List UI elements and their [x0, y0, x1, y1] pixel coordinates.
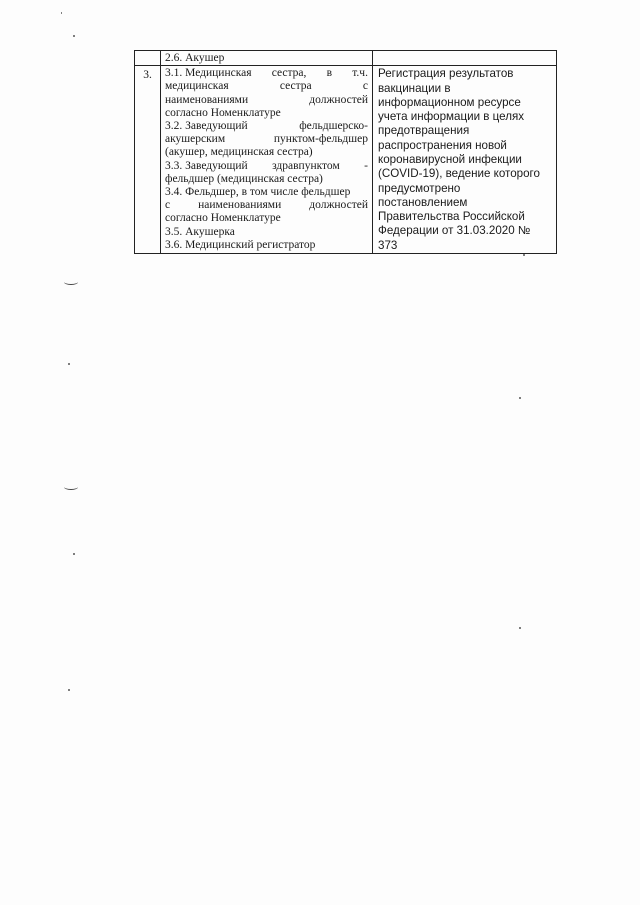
- position-cell: [161, 51, 373, 66]
- position-line: фельдшер (медицинская сестра): [165, 172, 323, 185]
- scan-mark: [64, 484, 78, 490]
- scan-mark: [64, 279, 78, 285]
- table-row: [135, 66, 557, 254]
- position-line: [165, 133, 368, 146]
- activity-line: постановлением: [378, 195, 468, 209]
- position-word: акушерским: [165, 133, 226, 146]
- positions-table: [134, 50, 557, 254]
- position-cell: [161, 66, 373, 254]
- position-line: [165, 67, 368, 80]
- activity-line: коронавирусной инфекции: [378, 152, 522, 166]
- position-word: наименованиями: [165, 93, 249, 106]
- activity-line: предусмотрено: [378, 181, 461, 195]
- position-word: фельдшерско-: [299, 120, 368, 133]
- position-line: 3.4. Фельдшер, в том числе фельдшер: [165, 186, 351, 199]
- table-row: [135, 51, 557, 66]
- activity-line: предотвращения: [378, 124, 470, 138]
- position-word: сестра,: [271, 67, 307, 80]
- position-word: в: [326, 67, 333, 80]
- position-word: 3.2. Заведующий: [165, 120, 248, 133]
- activity-line: распространения новой: [378, 138, 507, 152]
- position-line: 3.5. Акушерка: [165, 225, 235, 238]
- position-line: (акушер, медицинская сестра): [165, 146, 313, 159]
- position-word: должностей: [309, 199, 368, 212]
- scan-speck: [73, 553, 75, 555]
- position-word: медицинская: [165, 80, 229, 93]
- position-word: с: [165, 199, 171, 212]
- position-line: согласно Номенклатуре: [165, 212, 281, 225]
- scan-speck: [73, 35, 75, 37]
- activity-line: Федерации от 31.03.2020 №: [378, 224, 531, 238]
- position-word: наименованиями: [198, 199, 282, 212]
- position-word: -: [364, 159, 368, 172]
- position-word: должностей: [309, 93, 368, 106]
- position-line: [165, 94, 368, 107]
- position-word: сестра: [279, 80, 312, 93]
- position-word: 3.1. Медицинская: [165, 67, 252, 80]
- scan-speck: [68, 363, 70, 365]
- activity-line: 373: [378, 238, 398, 252]
- position-line: согласно Номенклатуре: [165, 106, 281, 119]
- scan-speck: [61, 12, 62, 14]
- position-line: [165, 120, 368, 133]
- scan-speck: [519, 397, 521, 399]
- position-word: т.ч.: [352, 67, 368, 80]
- scan-speck: [68, 689, 70, 691]
- activity-line: Правительства Российской: [378, 210, 525, 224]
- position-word: здравпунктом: [272, 159, 340, 172]
- position-word: с: [362, 80, 368, 93]
- position-line: 3.6. Медицинский регистратор: [165, 238, 316, 251]
- position-line: [165, 199, 368, 212]
- activity-line: (COVID-19), ведение которого: [378, 167, 540, 181]
- activity-cell: [373, 51, 557, 66]
- position-line: 2.6. Акушер: [165, 52, 225, 64]
- activity-line: Регистрация результатов: [378, 67, 514, 81]
- row-number-cell: [135, 51, 161, 66]
- activity-line: информационном ресурсе: [378, 95, 521, 109]
- position-word: пунктом-фельдшер: [273, 133, 368, 146]
- activity-line: учета информации в целях: [378, 110, 525, 124]
- scan-speck: [519, 627, 521, 629]
- activity-line: вакцинации в: [378, 81, 451, 95]
- position-line: [165, 80, 368, 93]
- row-number-cell: 3.: [135, 66, 161, 254]
- activity-cell: [373, 66, 557, 254]
- position-word: 3.3. Заведующий: [165, 159, 248, 172]
- scan-speck: [523, 254, 525, 256]
- position-line: [165, 160, 368, 173]
